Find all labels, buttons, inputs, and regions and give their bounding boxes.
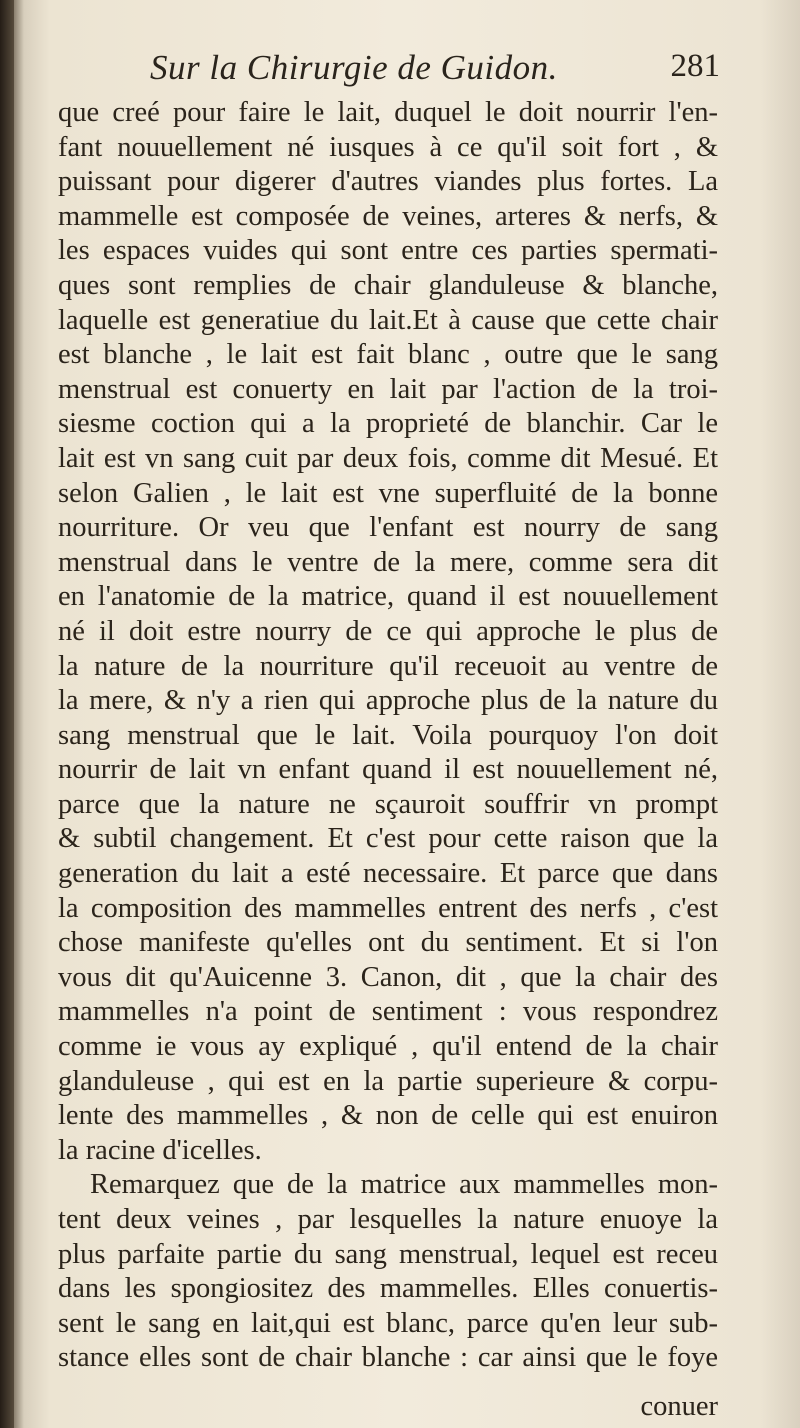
text-line: lait est vn sang cuit par deux fois, comme dit Mesué. Et [58,442,718,474]
page-number: 281 [670,48,720,84]
running-title: Sur la Chirurgie de Guidon. [150,48,558,87]
text-line: puissant pour digerer d'autres viandes plus fortes. La [58,166,718,198]
text-line: generation du lait a esté necessaire. Et parce que dans [58,858,718,890]
text-line: comme ie vous ay expliqué , qu'il entend de la chair [58,1031,718,1063]
text-line: glanduleuse , qui est en la partie superieure & corpu- [58,1065,718,1097]
text-line: vous dit qu'Auicenne 3. Canon, dit , que la chair des [58,961,718,993]
text-line: menstrual dans le ventre de la mere, comme sera dit [58,546,718,578]
text-line: mammelles n'a point de sentiment : vous respondrez [58,996,718,1028]
text-line: né il doit estre nourry de ce qui approche le plus de [58,615,718,647]
text-line: ques sont remplies de chair glanduleuse & blanche, [58,269,718,301]
text-line: lente des mammelles , & non de celle qui est enuiron [58,1100,718,1132]
text-line: en l'anatomie de la matrice, quand il est nouuellement [58,581,718,613]
text-line: la mere, & n'y a rien qui approche plus de la nature du [58,685,718,717]
text-line: mammelle est composée de veines, arteres & nerfs, & [58,200,718,232]
binding-shadow [0,0,14,1428]
text-line: que creé pour faire le lait, duquel le doit nourrir l'en- [58,97,718,128]
text-line: dans les spongiositez des mammelles. Elles conuertis- [58,1273,718,1305]
text-line: plus parfaite partie du sang menstrual, lequel est receu [58,1238,718,1270]
text-line: chose manifeste qu'elles ont du sentiment. Et si l'on [58,927,718,959]
text-line: & subtil changement. Et c'est pour cette raison que la [58,823,718,855]
paragraph-1 [58,96,718,1168]
text-line: Remarquez que de la matrice aux mammelles mon- [90,1169,718,1201]
text-line: siesme coction qui a la proprieté de blanchir. Car le [58,408,718,440]
text-line: sang menstrual que le lait. Voila pourquoy l'on doit [58,719,718,751]
text-line: nourriture. Or veu que l'enfant est nourry de sang [58,512,718,544]
text-line: est blanche , le lait est fait blanc , outre que le sang [58,339,718,371]
text-line: selon Galien , le lait est vne superfluité de la bonne [58,477,718,509]
text-line: stance elles sont de chair blanche : car ainsi que le foye [58,1342,718,1374]
text-line: sent le sang en lait,qui est blanc, parce qu'en leur sub- [58,1307,718,1339]
body-text [58,96,718,1376]
text-line: laquelle est generatiue du lait.Et à cause que cette chair [58,304,718,336]
text-line: la racine d'icelles. [58,1134,262,1166]
text-line: les espaces vuides qui sont entre ces parties spermati- [58,235,718,267]
paragraph-2 [58,1168,718,1376]
page-header [150,48,720,94]
text-line: tent deux veines , par lesquelles la nature enuoye la [58,1204,718,1235]
text-line: la nature de la nourriture qu'il receuoit au ventre de [58,650,718,682]
text-line: nourrir de lait vn enfant quand il est nouuellement né, [58,754,718,786]
text-line: menstrual est conuerty en lait par l'action de la troi- [58,373,718,405]
text-line: fant nouuellement né iusques à ce qu'il soit fort , & [58,131,718,163]
catchword: conuer [640,1391,718,1422]
text-line: la composition des mammelles entrent des nerfs , c'est [58,892,718,924]
text-line: parce que la nature ne sçauroit souffrir vn prompt [58,788,718,820]
